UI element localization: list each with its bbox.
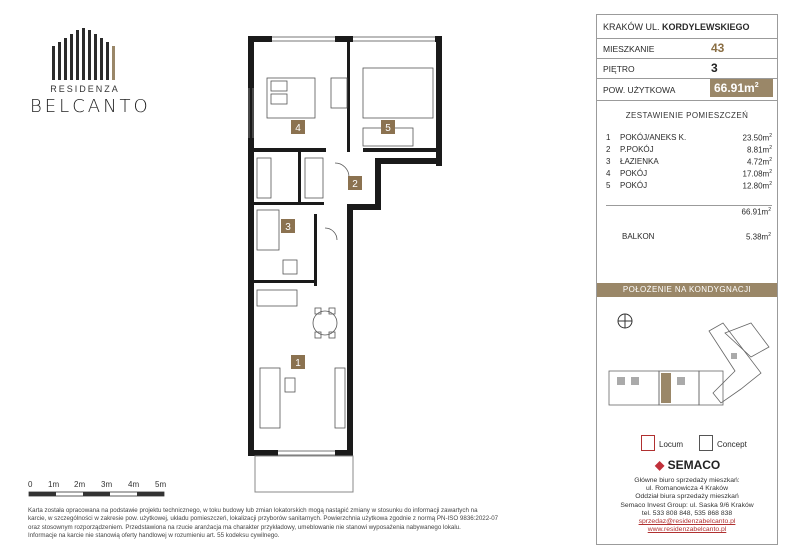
room-row [606, 133, 772, 144]
compass-icon [618, 314, 632, 328]
room-num: 2 [606, 145, 611, 154]
area-value: 66.91m [714, 81, 755, 95]
room-area: $8.81m^2$ [746, 145, 772, 155]
room-name: POKÓJ/ANEKS K. [620, 133, 687, 142]
scale-label-3m: 3m [101, 480, 113, 489]
room-num: 4 [606, 169, 611, 178]
developer-brands [637, 433, 777, 455]
brand-locum: Locum [659, 440, 684, 449]
semaco-name: SEMACO [667, 458, 721, 472]
disclaimer-line: Karta została opracowana na podstawie projektu technicznego, w toku budowy lub zmian lokatorskich mogą nastąpić zmiany w stosunku do informacji zawartych na [28, 507, 478, 514]
contact-line: Oddział biura sprzedaży mieszkań [635, 493, 739, 501]
room-name: ŁAZIENKA [620, 157, 659, 166]
scale-label-5m: 5m [155, 480, 167, 489]
rooms-title: ZESTAWIENIE POMIESZCZEŃ [625, 111, 749, 120]
apartment-row [597, 39, 777, 59]
balcony-label: BALKON [622, 232, 655, 241]
room-area: $17.08m^2$ [742, 169, 772, 179]
total-divider [606, 205, 772, 206]
info-panel [596, 14, 778, 545]
room-label-3: 3 [285, 222, 291, 233]
area-unit: 2 [754, 82, 759, 89]
position-title: POŁOŻENIE NA KONDYGNACJI [597, 283, 777, 297]
room-num: 3 [606, 157, 611, 166]
q3d-logo-icon [641, 435, 655, 451]
floor-label: PIĘTRO [603, 64, 635, 74]
address-row [597, 15, 777, 39]
room-label-2: 2 [352, 179, 358, 190]
floor-number: 3 [711, 61, 718, 75]
contact-info [597, 477, 777, 534]
balcony-area: $5.38m^2$ [745, 232, 771, 242]
disclaimer-line: karcie, w szczególności w zakresie pow. użytkowej, układu pomieszczeń, lokalizacji przyborów sanitarnych. Powierzchnia użytkowa zgodnie z normą PN-ISO 9836:2022-07 [28, 515, 499, 523]
room-name: P.POKÓJ [620, 145, 654, 154]
semaco-diamond-icon: ◆ [655, 458, 665, 472]
logo-residenza: RESIDENZA [50, 84, 120, 94]
room-area: $23.50m^2$ [742, 133, 772, 143]
contact-line: ul. Romanowicza 4 Kraków [646, 485, 728, 493]
contact-website-link[interactable]: www.residenzabelcanto.pl [647, 526, 727, 534]
scale-label-1m: 1m [48, 480, 60, 489]
contact-line: Semaco Invest Group: ul. Saska 9/6 Kraków [620, 501, 754, 509]
address-street: KORDYLEWSKIEGO [662, 22, 750, 32]
scale-label-2m: 2m [74, 480, 86, 489]
logo-bars-icon [52, 28, 118, 80]
apartment-label: MIESZKANIE [603, 44, 655, 54]
apartment-number: 43 [711, 41, 725, 55]
scale-label-4m: 4m [128, 480, 140, 489]
floor-position-keyplan [601, 303, 773, 423]
floor-plan [235, 28, 455, 498]
scale-label-0: 0 [28, 480, 33, 489]
room-row [606, 157, 772, 168]
floor-row [597, 59, 777, 79]
room-name: POKÓJ [620, 169, 648, 178]
area-badge [710, 79, 773, 97]
belcanto-logo [30, 28, 150, 118]
disclaimer-line: oraz stosownym rozporządzeniem. Przedstawiona na rzucie aranżacja ma charakter przykładowy, umeblowanie nie stanowi wyposażenia nabywanego lokalu. [28, 523, 461, 531]
room-row [606, 145, 772, 156]
room-area: $12.80m^2$ [742, 181, 772, 191]
scale-bar-graphic [28, 491, 178, 499]
q3d-concept-logo-icon [699, 435, 713, 451]
room-label-5: 5 [385, 123, 391, 134]
semaco-logo [655, 458, 720, 472]
room-name: POKÓJ [620, 181, 648, 190]
contact-line: Główne biuro sprzedaży mieszkań: [634, 477, 740, 484]
room-label-1: 1 [295, 358, 301, 369]
room-num: 5 [606, 181, 611, 190]
room-label-4: 4 [295, 123, 301, 134]
disclaimer [28, 507, 588, 540]
scale-bar [28, 480, 178, 500]
total-area: $66.91m^2$ [741, 207, 771, 217]
brand-concept: Concept [717, 440, 747, 449]
room-area: $4.72m^2$ [746, 157, 772, 167]
room-row [606, 169, 772, 180]
disclaimer-line: Informacje na karcie nie stanowią oferty handlowej w rozumieniu art. 55 kodeksu cywilnego. [28, 531, 280, 539]
address-prefix: KRAKÓW UL. [603, 22, 663, 32]
contact-email-link[interactable]: sprzedaz@residenzabelcanto.pl [638, 518, 736, 526]
room-row [606, 181, 772, 192]
logo-name: BELCANTO [30, 96, 151, 117]
area-label: POW. UŻYTKOWA [603, 85, 676, 95]
room-num: 1 [606, 133, 611, 142]
contact-line: tel. 533 808 848, 535 868 838 [641, 509, 733, 517]
